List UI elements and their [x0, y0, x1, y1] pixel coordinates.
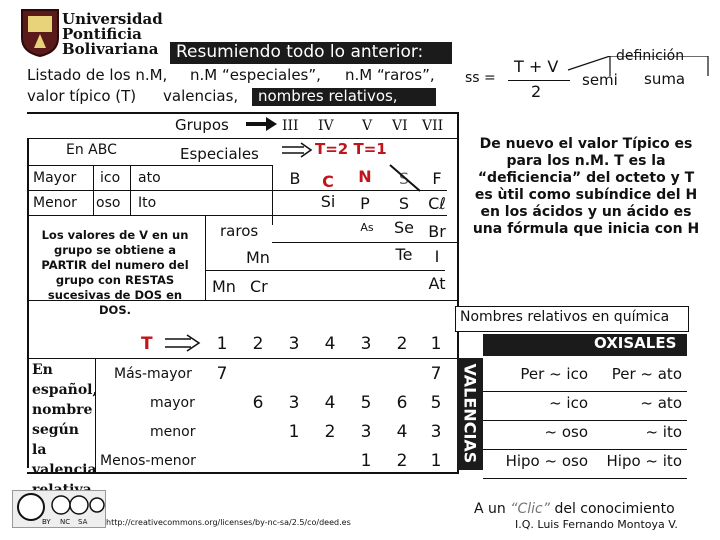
raros-divider [205, 270, 445, 271]
formula-numerator: T + V [514, 57, 559, 76]
cross-out-mark [388, 163, 422, 193]
subtitle-item: nombres relativos, [258, 87, 398, 105]
valencia-value: 3 [288, 393, 300, 413]
left-border [27, 138, 29, 468]
valencias-label: VALENCIAS [460, 363, 480, 464]
t-value: 2 [252, 334, 264, 354]
ico-label: ico [100, 170, 121, 186]
group-number: VII [422, 118, 444, 134]
valencia-value: 7 [216, 364, 228, 384]
element-symbol: At [428, 274, 446, 293]
suma-label: suma [644, 70, 686, 88]
element-symbol: C [322, 172, 334, 191]
raros-mn: Mn [246, 248, 270, 267]
valencia-value: 2 [324, 422, 336, 442]
valencia-value: 7 [430, 364, 442, 384]
cc-text: NC [60, 518, 71, 526]
t-label: T [141, 334, 153, 354]
row-divider [27, 165, 272, 166]
semi-label: semi [582, 71, 618, 89]
oxisales-salt: Per ~ ato [611, 365, 682, 383]
raros-label: raros [220, 222, 259, 240]
t-value: 3 [288, 334, 300, 354]
subtitle-item: n.M “especiales”, [190, 66, 321, 84]
right-explanation: De nuevo el valor Típico es para los n.M. T es la “deficiencia” del octeto y T es ùtil como subíndice del H en los ácidos y un ácido es una fórmula que inicia con H [472, 136, 700, 237]
grupos-label: Grupos [175, 116, 229, 134]
element-symbol: Cℓ [428, 194, 446, 213]
row-label: Menos-menor [100, 453, 196, 469]
page-title: Resumiendo todo lo anterior: [176, 42, 424, 62]
arrow-right-icon [246, 116, 278, 132]
arrow-right-icon [282, 142, 312, 158]
oxisales-acid: ~ ico [549, 394, 588, 412]
element-symbol: N [358, 167, 372, 186]
mayor-label: Mayor [33, 170, 77, 186]
raros-element: Mn [212, 277, 236, 296]
ato-label: ato [138, 170, 161, 186]
subtitle-item: valor típico (T) [27, 87, 137, 105]
university-logo [20, 8, 60, 58]
valencia-value: 5 [360, 393, 372, 413]
group-number: VI [392, 118, 408, 134]
t-value: 1 [216, 334, 228, 354]
element-symbol: I [434, 247, 440, 266]
clic-tagline: A un “Clic” del conocimiento [474, 501, 675, 517]
row-divider [27, 358, 457, 359]
element-symbol: P [360, 194, 370, 213]
arrow-right-icon [165, 334, 201, 352]
valencia-value: 6 [396, 393, 408, 413]
oxisales-salt: ~ ato [640, 394, 682, 412]
group-number: III [282, 118, 299, 134]
row-divider [272, 242, 457, 243]
t-value: 4 [324, 334, 336, 354]
row-divider [27, 190, 447, 191]
cc-license-badge[interactable] [12, 490, 106, 528]
oxisales-acid: ~ oso [544, 423, 588, 441]
subtitle-item: Listado de los n.M, [27, 66, 168, 84]
valencia-value: 2 [396, 451, 408, 471]
row-divider [27, 215, 447, 216]
t-value: 2 [396, 334, 408, 354]
group-number: V [362, 118, 373, 134]
oxisales-acid: Hipo ~ oso [505, 452, 588, 470]
element-symbol: Se [394, 218, 414, 237]
valencia-value: 3 [360, 422, 372, 442]
t-value: 1 [430, 334, 442, 354]
valencia-value: 1 [288, 422, 300, 442]
row-divider [483, 478, 687, 479]
en-espanol-label: En español, nombre según la valencia [32, 362, 98, 478]
row-divider [483, 420, 687, 421]
nombres-relativos-label: Nombres relativos en química [460, 309, 670, 325]
element-symbol: Si [320, 192, 336, 211]
row-label: Más-mayor [114, 366, 192, 382]
subtitle-item: n.M “raros”, [345, 66, 435, 84]
row-divider [483, 449, 687, 450]
element-symbol: As [360, 221, 374, 234]
oso-label: oso [96, 195, 121, 211]
element-symbol: F [432, 169, 442, 188]
valencia-value: 4 [324, 393, 336, 413]
element-symbol: S [398, 169, 410, 188]
logo-text: Universidad Pontificia Bolivariana [62, 10, 163, 58]
element-symbol: Te [395, 245, 413, 264]
valencia-value: 1 [360, 451, 372, 471]
formula-denominator: 2 [531, 82, 542, 101]
element-symbol: B [289, 169, 301, 188]
header-divider [27, 138, 457, 139]
col-divider [272, 165, 273, 225]
row-label: mayor [150, 395, 195, 411]
valencia-value: 1 [430, 451, 442, 471]
oxisales-acid: Per ~ ico [520, 365, 588, 383]
valores-explanation: Los valores de V en un grupo se obtiene a PARTIR del numero del grupo con RESTAS sucesivas de DOS en DOS. [41, 228, 189, 317]
author-label: I.Q. Luis Fernando Montoya V. [515, 518, 678, 531]
valencia-value: 3 [430, 422, 442, 442]
creative-commons-icon [13, 491, 105, 527]
definition-label: definición [616, 48, 685, 64]
cc-text: SA [78, 518, 88, 526]
formula-lhs: ss = [465, 70, 496, 86]
row-label: menor [150, 424, 196, 440]
valencia-value: 5 [430, 393, 442, 413]
menor-label: Menor [33, 195, 77, 211]
subtitle-item: valencias, [163, 87, 239, 105]
en-abc-label: En ABC [66, 142, 117, 158]
t-value: 3 [360, 334, 372, 354]
col-divider [95, 358, 96, 472]
oxisales-salt: Hipo ~ ito [606, 452, 682, 470]
valencia-value: 4 [396, 422, 408, 442]
row-divider [27, 300, 457, 301]
raros-divider [205, 215, 206, 300]
oxisales-title: OXISALES [594, 334, 677, 352]
group-number: IV [318, 118, 334, 134]
valencia-value: 6 [252, 393, 264, 413]
definition-lines [560, 56, 710, 96]
especiales-label: Especiales [180, 145, 259, 163]
ito-label: Ito [138, 195, 157, 211]
license-url[interactable]: http://creativecommons.org/licenses/by-nc-sa/2.5/co/deed.es [106, 518, 351, 527]
shield-icon [20, 8, 60, 58]
t-equals-label: T=2 T=1 [315, 140, 387, 158]
oxisales-salt: ~ ito [645, 423, 682, 441]
cc-text: BY [42, 518, 51, 526]
row-divider [483, 391, 687, 392]
raros-element: Cr [250, 277, 268, 296]
element-symbol: Br [428, 222, 446, 241]
element-symbol: S [398, 194, 410, 213]
